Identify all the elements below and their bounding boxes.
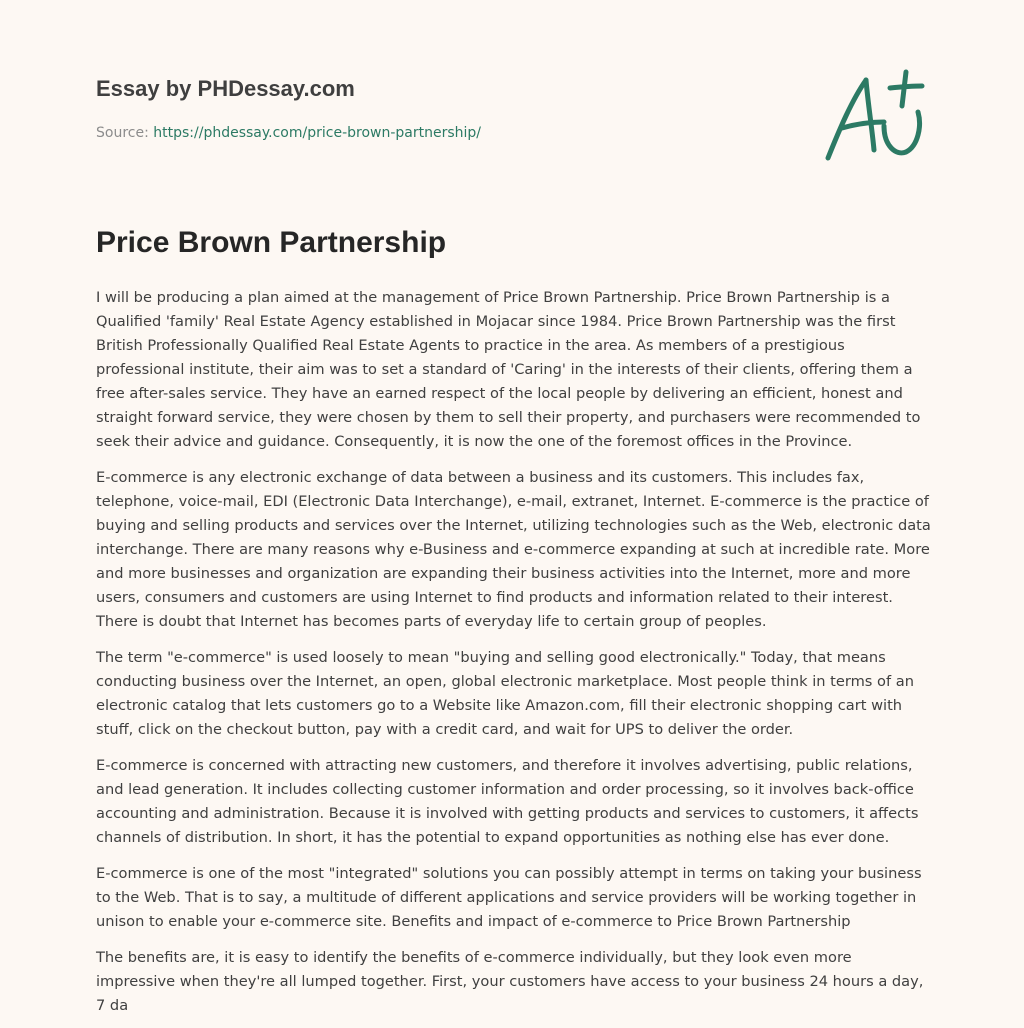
essay-paragraph: E-commerce is concerned with attracting new customers, and therefore it involves advertising, public relations, and lead generation. It includes collecting customer information and order processing, so it involves back-office accounting and administration. Because it is involved with getting products and services to customers, it affects channels of distribution. In short, it has the potential to expand opportunities as nothing else has ever done.	[96, 757, 919, 846]
a-plus-logo-icon	[822, 66, 928, 166]
essay-body	[96, 286, 932, 1028]
essay-paragraph: I will be producing a plan aimed at the management of Price Brown Partnership. Price Brown Partnership is a Qualified 'family' Real Estate Agency established in Mojacar since 1984. Price Brown Partnership was the first British Professionally Qualified Real Estate Agents to practice in the area. As members of a prestigious professional institute, their aim was to set a standard of 'Caring' in the interests of their clients, offering them a free after-sales service. They have an earned respect of the local people by delivering an efficient, honest and straight forward service, they were chosen by them to sell their property, and purchasers were recommended to seek their advice and guidance. Consequently, it is now the one of the foremost offices in the Province.	[96, 289, 921, 450]
essay-paragraph: E-commerce is any electronic exchange of data between a business and its customers. This includes fax, telephone, voice-mail, EDI (Electronic Data Interchange), e-mail, extranet, Internet. E-commerce is the practice of buying and selling products and services over the Internet, utilizing technologies such as the Web, electronic data interchange. There are many reasons why e-Business and e-commerce expanding at such at incredible rate. More and more businesses and organization are expanding their business activities into the Internet, more and more users, consumers and customers are using Internet to find products and information related to their interest. There is doubt that Internet has becomes parts of everyday life to certain group of peoples.	[96, 469, 931, 630]
essay-title: Price Brown Partnership	[96, 226, 447, 259]
source-link[interactable]: https://phdessay.com/price-brown-partnership/	[153, 125, 482, 141]
source-line	[96, 125, 481, 141]
essay-paragraph: The benefits are, it is easy to identify the benefits of e-commerce individually, but they look even more impressive when they're all lumped together. First, your customers have access to your business 24 hours a day, 7 da	[96, 949, 924, 1014]
essay-paragraph: The term "e-commerce" is used loosely to mean "buying and selling good electronically." Today, that means conducting business over the Internet, an open, global electronic marketplace. Most people think in terms of an electronic catalog that lets customers go to a Website like Amazon.com, fill their electronic shopping cart with stuff, click on the checkout button, pay with a credit card, and wait for UPS to deliver the order.	[96, 649, 914, 738]
site-title: Essay by PHDessay.com	[96, 76, 355, 101]
essay-paragraph: E-commerce is one of the most "integrated" solutions you can possibly attempt in terms on taking your business to the Web. That is to say, a multitude of different applications and service providers will be working together in unison to enable your e-commerce site. Benefits and impact of e-commerce to Price Brown Partnership	[96, 865, 922, 930]
source-label: Source:	[96, 125, 154, 141]
